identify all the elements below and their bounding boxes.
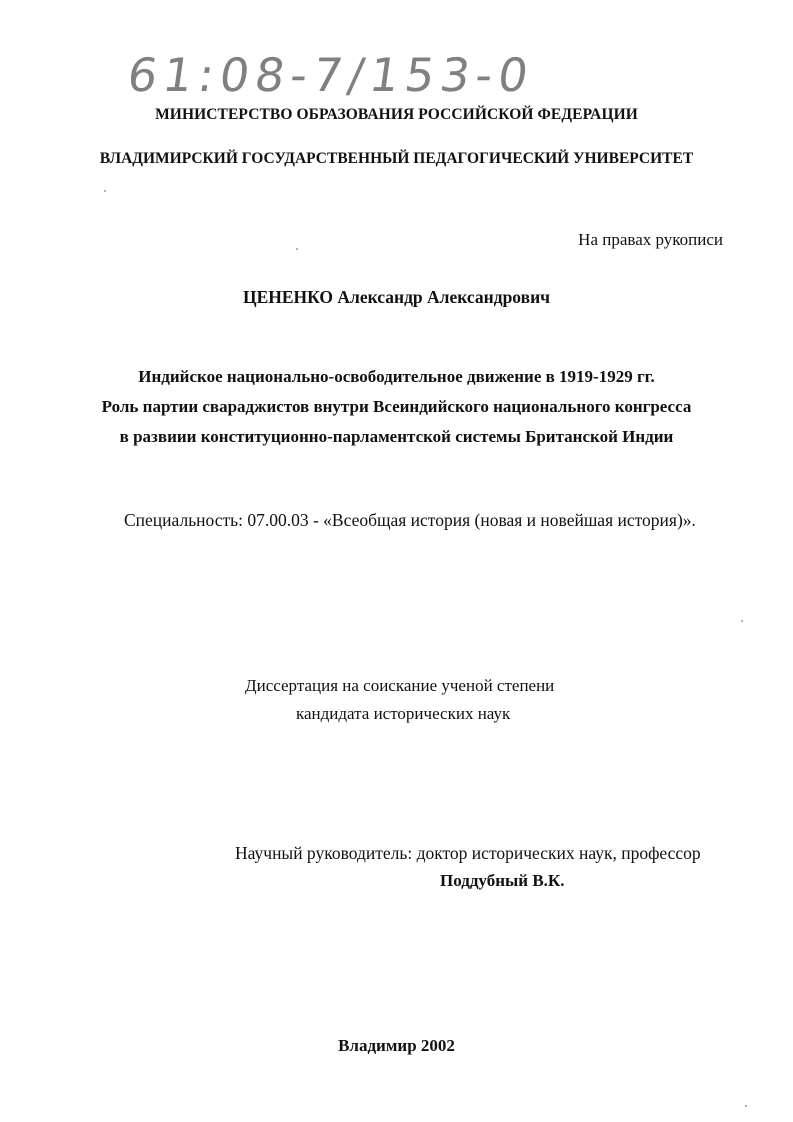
scan-speck — [741, 620, 743, 622]
manuscript-note: На правах рукописи — [578, 230, 723, 249]
supervisor-line: Научный руководитель: доктор исторических наук, профессор — [235, 843, 701, 863]
handwritten-catalog-number: 61:08-7/153-0 — [124, 48, 538, 102]
supervisor-name: Поддубный В.К. — [440, 871, 565, 890]
dissertation-title-line-3: в развиии конституционно-парламентской системы Британской Индии — [119, 427, 674, 446]
degree-line-1: Диссертация на соискание ученой степени — [245, 676, 555, 695]
scan-speck — [296, 248, 298, 250]
author-name: ЦЕНЕНКО Александр Александрович — [242, 287, 551, 307]
scan-speck — [104, 190, 106, 192]
university-heading: ВЛАДИМИРСКИЙ ГОСУДАРСТВЕННЫЙ ПЕДАГОГИЧЕСКИЙ УНИВЕРСИТЕТ — [99, 150, 694, 167]
ministry-heading: МИНИСТЕРСТВО ОБРАЗОВАНИЯ РОССИЙСКОЙ ФЕДЕРАЦИИ — [155, 106, 638, 123]
city-year: Владимир 2002 — [338, 1036, 455, 1055]
dissertation-title-line-1: Индийское национально-освободительное движение в 1919-1929 гг. — [138, 367, 655, 386]
scan-speck — [745, 1105, 747, 1107]
dissertation-title-line-2: Роль партии свараджистов внутри Всеиндийского национального конгресса — [101, 397, 692, 416]
specialty-line: Специальность: 07.00.03 - «Всеобщая история (новая и новейшая история)». — [124, 510, 696, 530]
degree-line-2: кандидата исторических наук — [296, 704, 511, 723]
